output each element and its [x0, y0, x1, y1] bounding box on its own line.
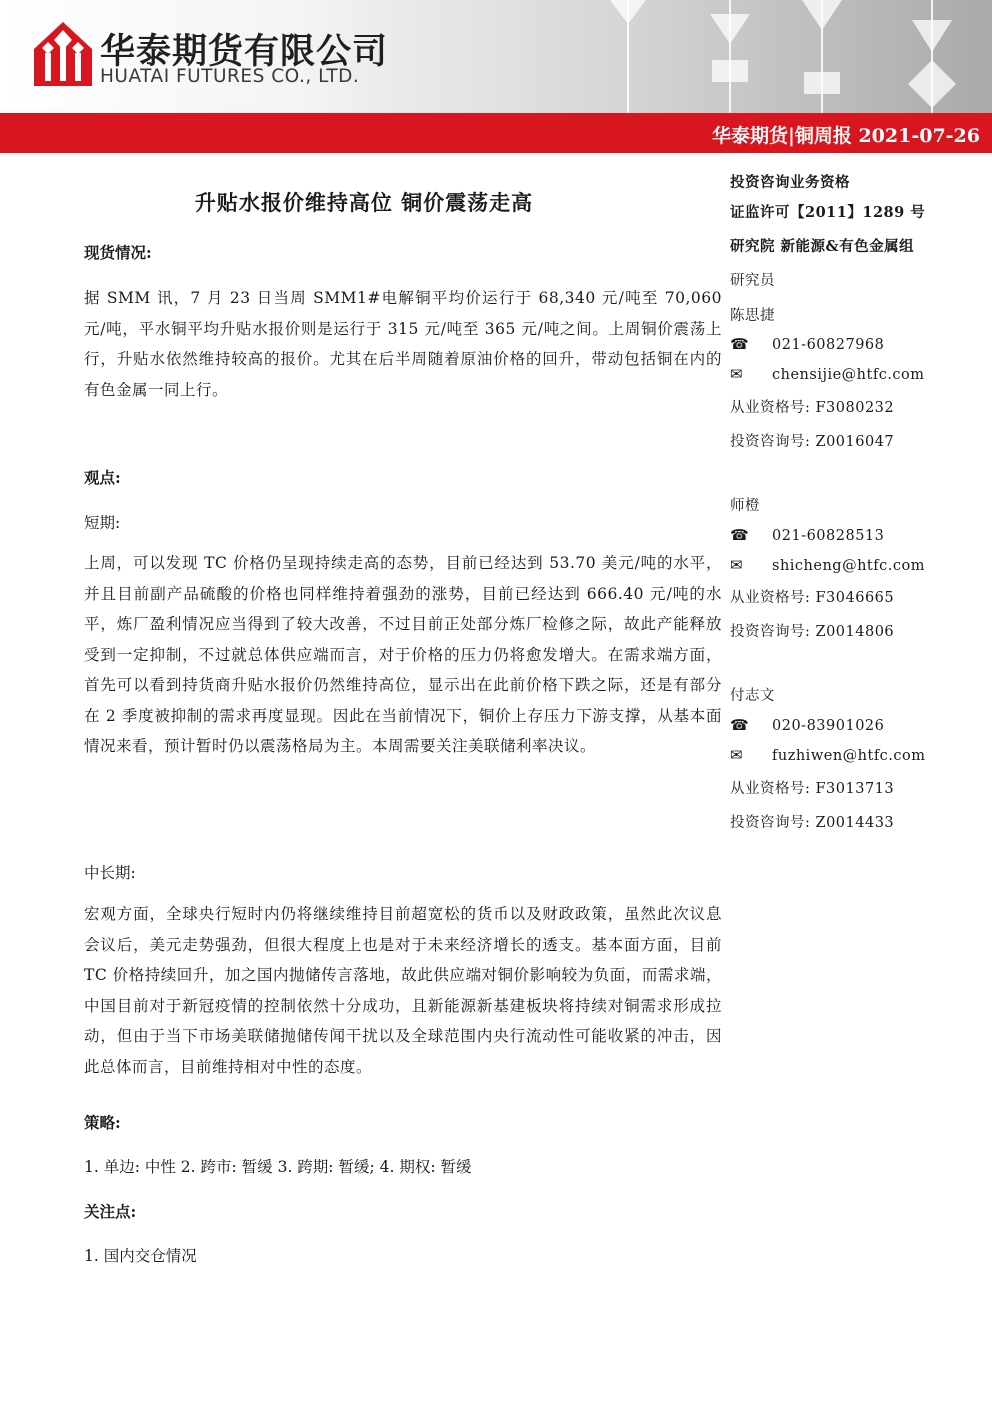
company-name-chinese: 华泰期货有限公司 — [100, 32, 389, 72]
telephone-icon: ☎ — [730, 526, 750, 544]
analyst-phone — [730, 716, 884, 734]
phone-number: 021-60827968 — [772, 337, 885, 353]
qualification-label: 投资咨询业务资格 — [730, 174, 850, 191]
analyst-advisory: 投资咨询号: Z0014433 — [730, 815, 895, 831]
company-name-english: HUATAI FUTURES CO., LTD. — [100, 66, 360, 87]
envelope-icon: ✉ — [730, 365, 744, 383]
report-title: 升贴水报价维持高位 铜价震荡走高 — [194, 190, 534, 215]
analyst-phone — [730, 335, 884, 353]
strategy-text: 1. 单边: 中性 2. 跨市: 暂缓 3. 跨期: 暂缓; 4. 期权: 暂缓 — [84, 1158, 472, 1176]
department-label: 研究院 新能源&有色金属组 — [730, 238, 915, 255]
focus-text: 1. 国内交仓情况 — [84, 1247, 197, 1265]
mid-long-term-label: 中长期: — [84, 864, 136, 882]
email-address[interactable]: fuzhiwen@htfc.com — [772, 748, 926, 764]
email-address[interactable]: shicheng@htfc.com — [772, 558, 925, 574]
view-heading: 观点: — [84, 468, 121, 487]
report-header — [0, 0, 992, 113]
analyst-name: 师橙 — [730, 498, 760, 514]
analyst-email[interactable] — [730, 556, 925, 574]
mid-long-term-paragraph: 宏观方面，全球央行短时内仍将继续维持目前超宽松的货币以及财政政策，虽然此次议息会议后，美元走势强劲，但很大程度上也是对于未来经济增长的透支。基本面方面，目前 TC 价格持续回升，加之国内抛储传言落地，故此供应端对铜价影响较为负面，而需求端，中国目前对于新冠疫情的控制依然十分成功，且新能源新基建板块将持续对铜需求形成拉动，但由于当下市场美联储抛储传闻干扰以及全球范围内央行流动性可能收紧的冲击，因此总体而言，目前维持相对中性的态度。 — [84, 905, 722, 1076]
envelope-icon: ✉ — [730, 746, 744, 764]
analyst-cert: 从业资格号: F3046665 — [730, 590, 895, 606]
telephone-icon: ☎ — [730, 716, 750, 734]
analyst-phone — [730, 526, 884, 544]
envelope-icon: ✉ — [730, 556, 744, 574]
phone-number: 021-60828513 — [772, 528, 885, 544]
analyst-email[interactable] — [730, 746, 926, 764]
role-label: 研究员 — [730, 273, 775, 289]
report-tag-label: 华泰期货|铜周报 2021-07-26 — [711, 125, 980, 147]
analyst-email[interactable] — [730, 365, 925, 383]
phone-number: 020-83901026 — [772, 718, 885, 734]
analyst-advisory: 投资咨询号: Z0014806 — [730, 624, 895, 640]
spot-paragraph: 据 SMM 讯，7 月 23 日当周 SMM1#电解铜平均价运行于 68,340 元/吨至 70,060 元/吨，平水铜平均升贴水报价则是运行于 315 元/吨至 365 元/吨之间。上周铜价震荡上行，升贴水依然维持较高的报价。尤其在后半周随着原油价格的回升，带动包括铜在内的有色金属一同上行。 — [84, 289, 722, 399]
short-term-paragraph: 上周，可以发现 TC 价格仍呈现持续走高的态势，目前已经达到 53.70 美元/吨的水平，并且目前副产品硫酸的价格也同样维持着强劲的涨势，目前已经达到 666.40 元/吨的水平，炼厂盈利情况应当得到了较大改善，不过目前正处部分炼厂检修之际，故此产能释放受到一定抑制，不过就总体供应端而言，对于价格的压力仍将愈发增大。在需求端方面，首先可以看到持货商升贴水报价仍然维持高位，显示出在此前价格下跌之际，还是有部分在 2 季度被抑制的需求再度显现。因此在当前情况下，铜价上存压力下游支撑，从基本面情况来看，预计暂时仍以震荡格局为主。本周需要关注美联储利率决议。 — [84, 554, 722, 755]
report-tag-bar — [0, 113, 992, 153]
spot-heading: 现货情况: — [84, 243, 152, 262]
strategy-heading: 策略: — [84, 1113, 121, 1132]
analyst-name: 陈思捷 — [730, 308, 775, 324]
header-decoration-graphic — [560, 0, 992, 113]
telephone-icon: ☎ — [730, 335, 750, 353]
analyst-advisory: 投资咨询号: Z0016047 — [730, 434, 895, 450]
huatai-logo-icon — [34, 22, 92, 86]
license-number: 证监许可【2011】1289 号 — [730, 204, 926, 221]
short-term-label: 短期: — [84, 514, 121, 532]
focus-heading: 关注点: — [84, 1202, 137, 1221]
analyst-name: 付志文 — [730, 688, 775, 704]
email-address[interactable]: chensijie@htfc.com — [772, 367, 925, 383]
analyst-cert: 从业资格号: F3080232 — [730, 400, 895, 416]
analyst-cert: 从业资格号: F3013713 — [730, 781, 895, 797]
